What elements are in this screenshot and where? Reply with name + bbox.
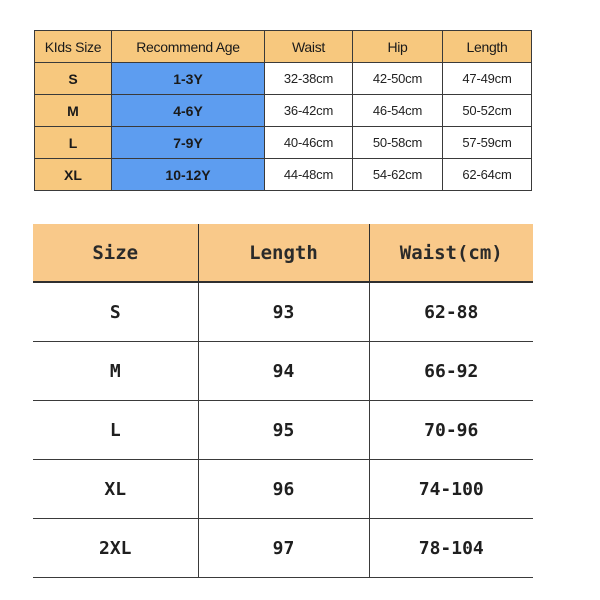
kids-header-length: Length <box>443 31 532 63</box>
kids-age-cell: 4-6Y <box>112 95 265 127</box>
adult-table-row <box>33 342 533 401</box>
kids-table-row <box>35 127 532 159</box>
kids-hip-cell: 50-58cm <box>353 127 443 159</box>
kids-header-waist: Waist <box>265 31 353 63</box>
kids-hip-cell: 42-50cm <box>353 63 443 95</box>
kids-table-row <box>35 95 532 127</box>
adult-size-cell: L <box>33 401 198 460</box>
adult-waist-cell: 62-88 <box>369 282 533 342</box>
kids-header-size: KIds Size <box>35 31 112 63</box>
kids-size-cell: XL <box>35 159 112 191</box>
adult-size-cell: 2XL <box>33 519 198 578</box>
kids-hip-cell: 46-54cm <box>353 95 443 127</box>
adult-waist-cell: 66-92 <box>369 342 533 401</box>
kids-size-cell: S <box>35 63 112 95</box>
kids-length-cell: 47-49cm <box>443 63 532 95</box>
kids-age-cell: 10-12Y <box>112 159 265 191</box>
adult-header-row <box>33 224 533 282</box>
adult-waist-cell: 74-100 <box>369 460 533 519</box>
kids-waist-cell: 40-46cm <box>265 127 353 159</box>
adult-length-cell: 94 <box>198 342 369 401</box>
kids-age-cell: 7-9Y <box>112 127 265 159</box>
adult-header-length: Length <box>198 224 369 282</box>
adult-table-row <box>33 401 533 460</box>
adult-waist-cell: 70-96 <box>369 401 533 460</box>
adult-header-waist: Waist(cm) <box>369 224 533 282</box>
kids-age-cell: 1-3Y <box>112 63 265 95</box>
kids-header-row <box>35 31 532 63</box>
kids-length-cell: 62-64cm <box>443 159 532 191</box>
kids-length-cell: 50-52cm <box>443 95 532 127</box>
adult-length-cell: 96 <box>198 460 369 519</box>
adult-length-cell: 97 <box>198 519 369 578</box>
adult-waist-cell: 78-104 <box>369 519 533 578</box>
adult-size-table <box>33 224 533 578</box>
kids-size-cell: M <box>35 95 112 127</box>
adult-length-cell: 95 <box>198 401 369 460</box>
adult-size-cell: M <box>33 342 198 401</box>
adult-header-size: Size <box>33 224 198 282</box>
kids-waist-cell: 32-38cm <box>265 63 353 95</box>
kids-size-table <box>34 30 532 191</box>
adult-length-cell: 93 <box>198 282 369 342</box>
adult-size-cell: XL <box>33 460 198 519</box>
kids-size-cell: L <box>35 127 112 159</box>
kids-waist-cell: 44-48cm <box>265 159 353 191</box>
adult-size-cell: S <box>33 282 198 342</box>
kids-waist-cell: 36-42cm <box>265 95 353 127</box>
adult-table-row <box>33 282 533 342</box>
kids-table-row <box>35 159 532 191</box>
kids-header-age: Recommend Age <box>112 31 265 63</box>
adult-table-row <box>33 519 533 578</box>
kids-hip-cell: 54-62cm <box>353 159 443 191</box>
kids-table-row <box>35 63 532 95</box>
kids-length-cell: 57-59cm <box>443 127 532 159</box>
adult-table-row <box>33 460 533 519</box>
kids-header-hip: Hip <box>353 31 443 63</box>
